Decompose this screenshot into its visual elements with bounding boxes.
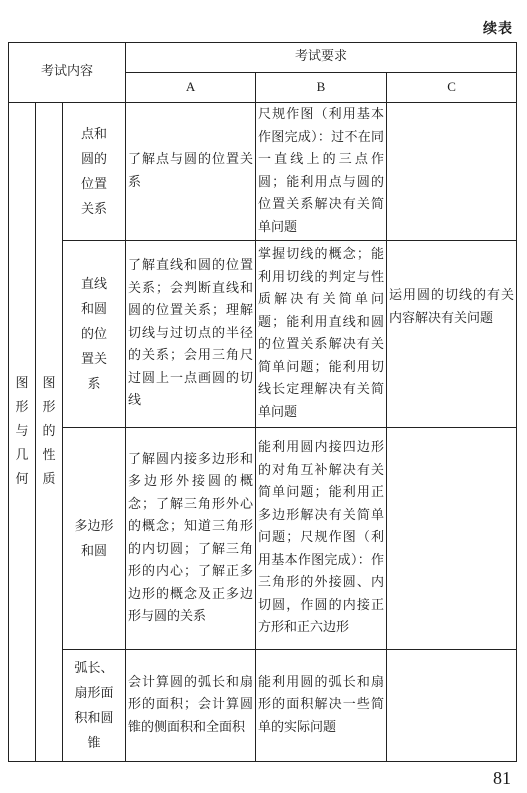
level-a-cell: 了解直线和圆的位置关系；会判断直线和圆的位置关系；理解切线与过切点的半径的关系；会用三角尺过圆上一点画圆的切线 (126, 241, 256, 428)
level-a-cell: 会计算圆的弧长和扇形的面积；会计算圆锥的侧面积和全面积 (126, 650, 256, 762)
level-c-cell (387, 103, 517, 241)
topic-label: 弧长、扇形面积和圆锥 (74, 660, 114, 751)
topic-label: 多边形和圆 (74, 518, 114, 559)
header-exam-content: 考试内容 (9, 43, 126, 103)
table-row (9, 650, 517, 762)
header-level-a: A (126, 73, 256, 103)
topic-cell (63, 428, 126, 650)
domain-cell (9, 103, 36, 762)
topic-label: 直线和圆的位置关系 (81, 276, 108, 392)
domain-label: 图形与几何 (15, 376, 29, 487)
level-b-cell: 能利用圆的弧长和扇形的面积解决一些简单的实际问题 (256, 650, 387, 762)
table-row (9, 241, 517, 428)
subdomain-label: 图形的性质 (42, 376, 56, 487)
exam-requirements-table (8, 42, 517, 762)
level-c-cell (387, 428, 517, 650)
topic-label: 点和圆的位置关系 (81, 126, 108, 217)
level-a-cell: 了解点与圆的位置关系 (126, 103, 256, 241)
topic-cell (63, 650, 126, 762)
header-level-b: B (256, 73, 387, 103)
subdomain-cell (36, 103, 63, 762)
level-b-cell: 能利用圆内接四边形的对角互补解决有关简单问题；能利用正多边形解决有关简单问题；尺规作图（利用基本作图完成）：作三角形的外接圆、内切圆，作圆的内接正方形和正六边形 (256, 428, 387, 650)
level-a-cell: 了解圆内接多边形和多边形外接圆的概念；了解三角形外心的概念；知道三角形的内切圆；了解三角形的内心；了解正多边形的概念及正多边形与圆的关系 (126, 428, 256, 650)
header-exam-requirements: 考试要求 (126, 43, 517, 73)
page-number: 81 (493, 768, 511, 788)
table-row (9, 103, 517, 241)
topic-cell (63, 103, 126, 241)
table-header-row (9, 43, 517, 73)
topic-cell (63, 241, 126, 428)
table-row (9, 428, 517, 650)
level-c-cell (387, 650, 517, 762)
continued-label: 续表 (483, 21, 513, 37)
header-level-c: C (387, 73, 517, 103)
level-c-cell: 运用圆的切线的有关内容解决有关问题 (387, 241, 517, 428)
level-b-cell: 掌握切线的概念；能利用切线的判定与性质解决有关简单问题；能利用直线和圆的位置关系解决有关简单问题；能利用切线长定理解决有关简单问题 (256, 241, 387, 428)
level-b-cell: 尺规作图（利用基本作图完成）：过不在同一直线上的三点作圆；能利用点与圆的位置关系解决有关简单问题 (256, 103, 387, 241)
